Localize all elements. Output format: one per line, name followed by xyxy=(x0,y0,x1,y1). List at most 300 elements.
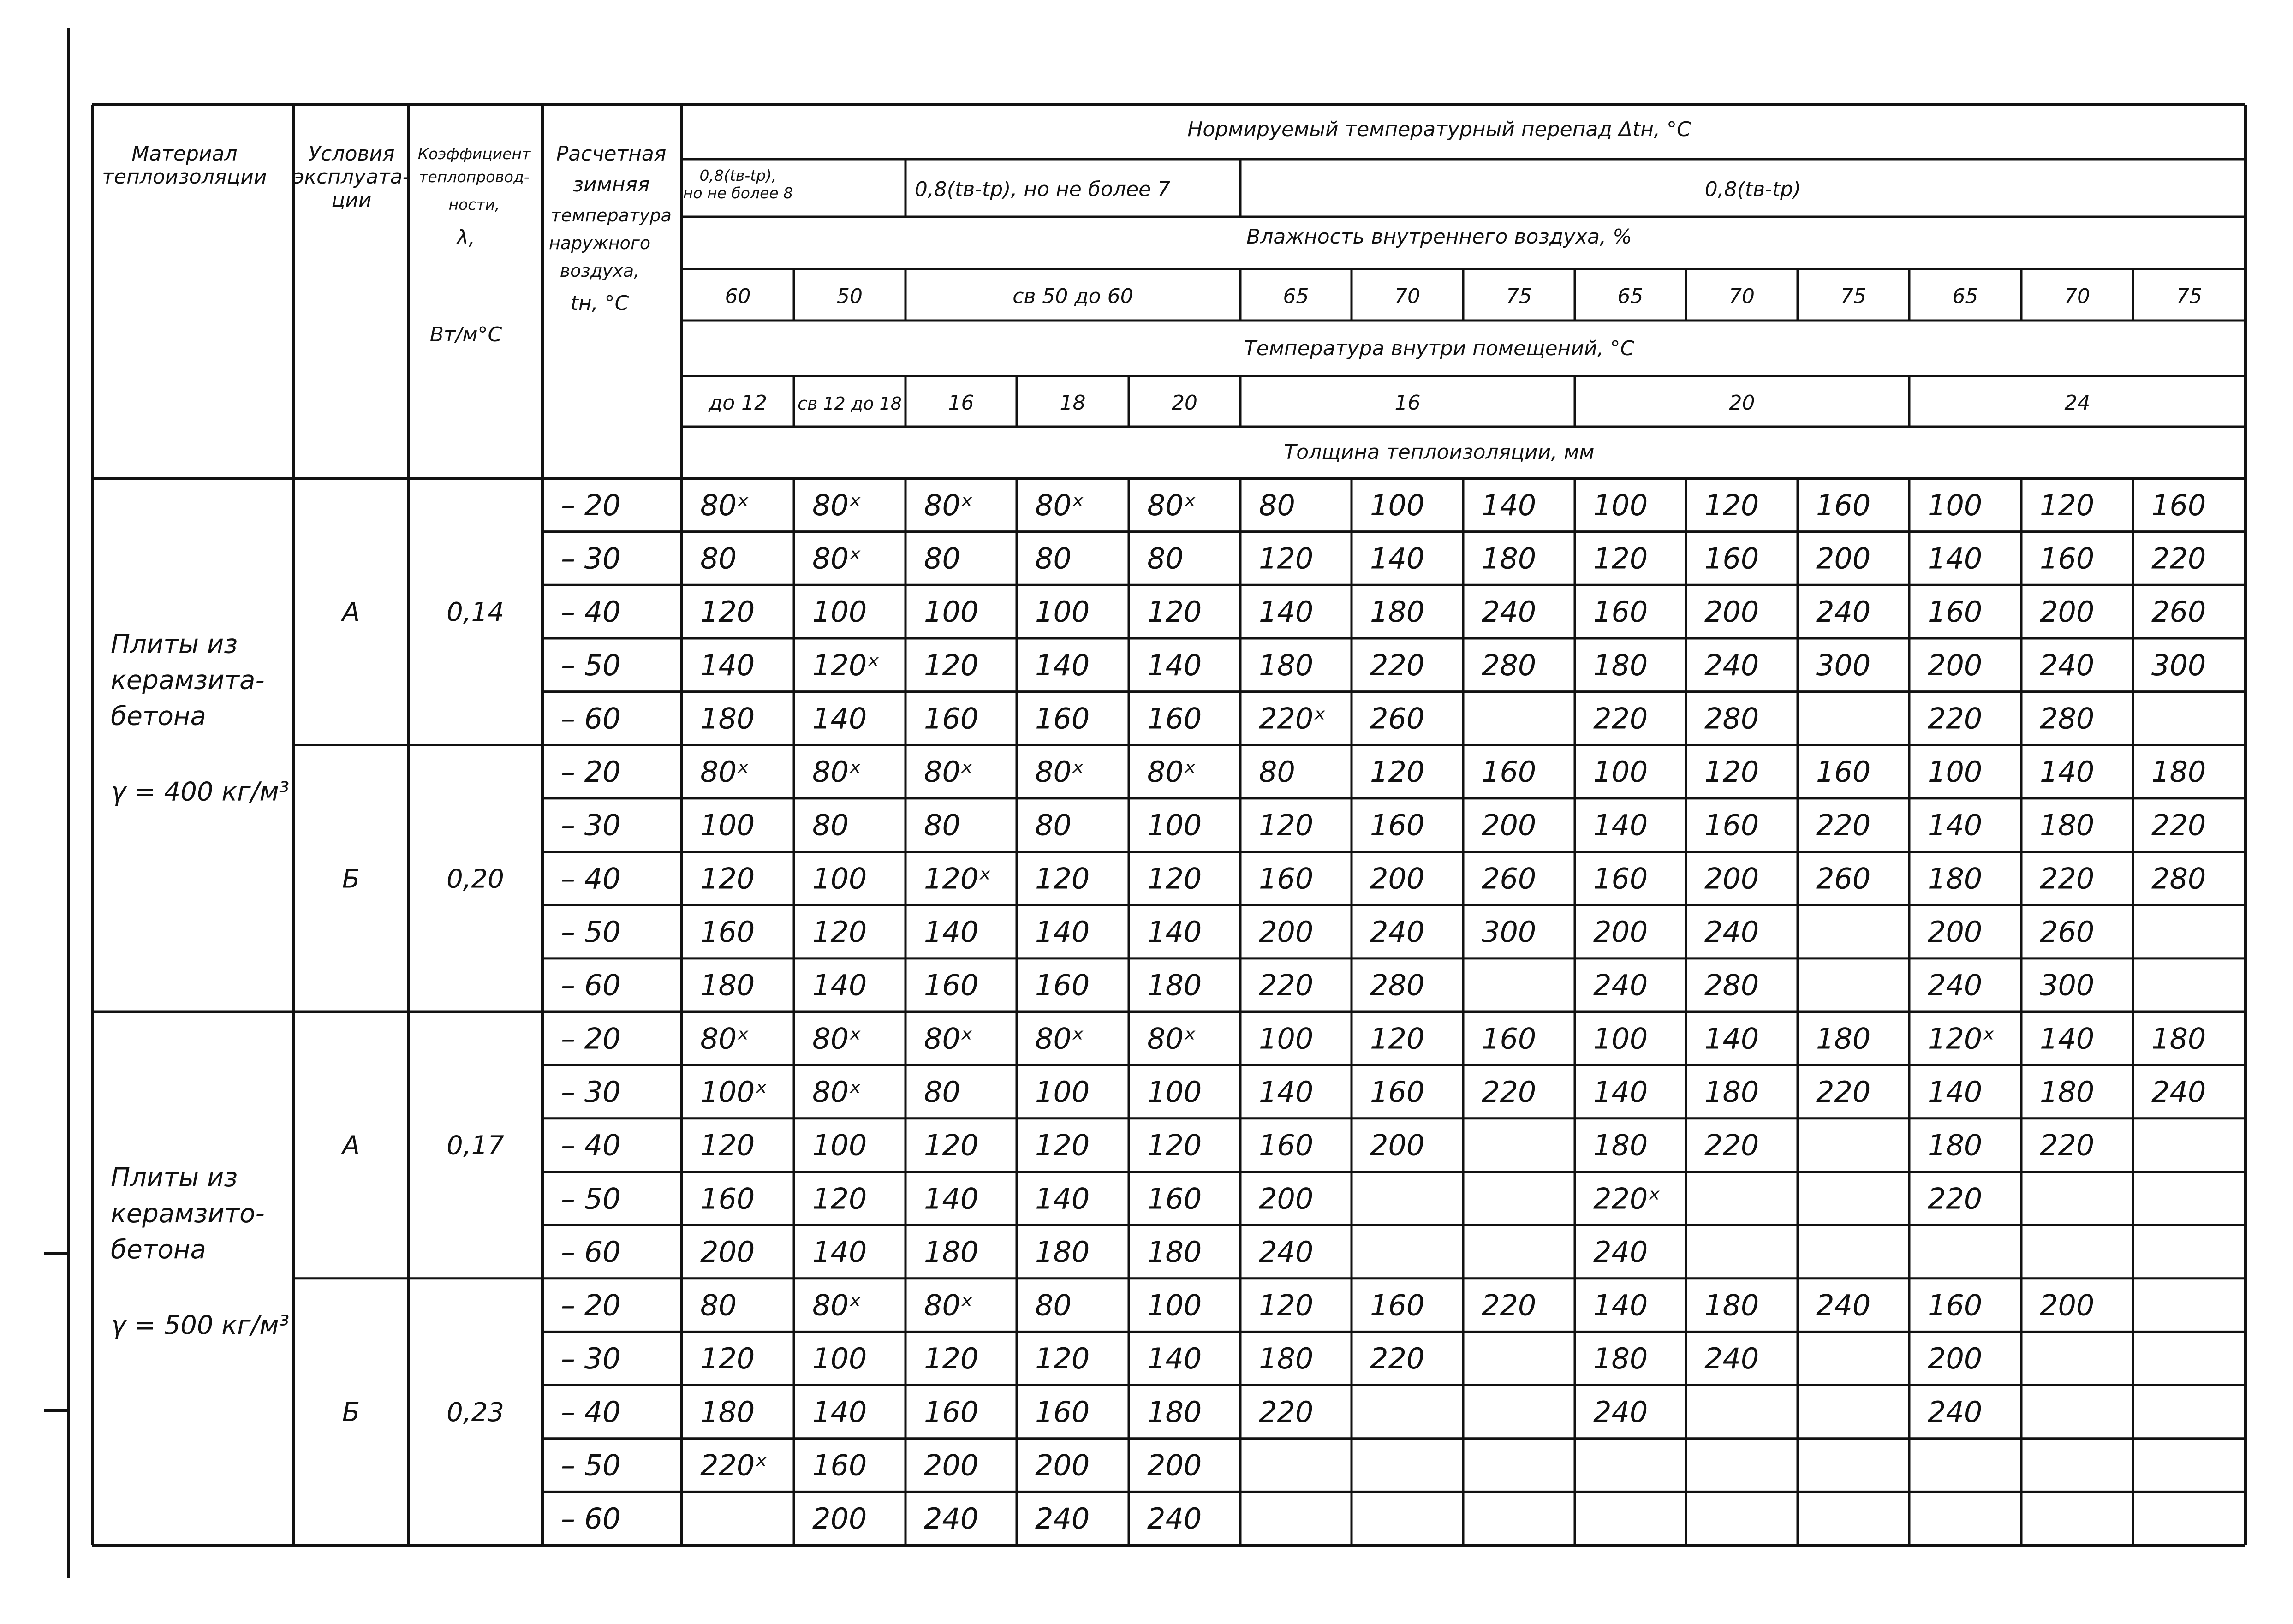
thickness-cell: 260 xyxy=(2040,915,2095,949)
thickness-cell: 80 xyxy=(1035,541,1072,576)
thickness-cell: 200 xyxy=(1259,1182,1314,1216)
thickness-cell: 220 xyxy=(1259,968,1314,1002)
lambda-value: 0,14 xyxy=(447,597,504,628)
thickness-cell: 180 xyxy=(2151,1022,2206,1056)
thickness-cell: 180 xyxy=(2040,1075,2095,1109)
thickness-cell: 220 xyxy=(2151,541,2206,576)
thickness-cell: 200 xyxy=(2040,1288,2095,1322)
thickness-cell: 80ˣ xyxy=(812,1022,862,1056)
thickness-cell: 180 xyxy=(1816,1022,1871,1056)
thickness-cell: 120 xyxy=(1147,1128,1202,1162)
thickness-cell: 80ˣ xyxy=(812,541,862,576)
thickness-cell: 120 xyxy=(1704,755,1759,789)
thickness-cell: 220 xyxy=(1482,1288,1537,1322)
material-label: Плиты из xyxy=(111,629,238,660)
thickness-cell: 200 xyxy=(1482,808,1537,842)
inner-temp-value: до 12 xyxy=(708,391,768,415)
thickness-cell: 180 xyxy=(700,1395,755,1429)
thickness-cell: 140 xyxy=(2040,755,2095,789)
thickness-cell: 140 xyxy=(1035,915,1090,949)
thickness-cell: 80ˣ xyxy=(700,488,750,522)
header-coef-3: ности, xyxy=(448,196,500,214)
thickness-cell: 180 xyxy=(1593,1128,1648,1162)
thickness-cell: 140 xyxy=(924,915,979,949)
outdoor-temp-cell: – 20 xyxy=(561,755,621,789)
thickness-cell: 100 xyxy=(812,1128,867,1162)
outdoor-temp-cell: – 20 xyxy=(561,1288,621,1322)
header-thickness: Толщина теплоизоляции, мм xyxy=(1284,440,1595,464)
thickness-cell: 200 xyxy=(1035,1448,1090,1482)
inner-temp-value: 16 xyxy=(1394,391,1421,415)
thickness-cell: 160 xyxy=(1370,1075,1425,1109)
thickness-cell: 120 xyxy=(700,862,755,896)
thickness-cell: 160 xyxy=(1370,1288,1425,1322)
inner-temp-value: 20 xyxy=(1729,391,1755,415)
thickness-cell: 120 xyxy=(1147,595,1202,629)
thickness-cell: 120 xyxy=(2040,488,2095,522)
thickness-cell: 160 xyxy=(1704,808,1759,842)
thickness-cell: 180 xyxy=(1593,1342,1648,1376)
outdoor-temp-cell: – 20 xyxy=(561,1022,621,1056)
thickness-cell: 140 xyxy=(1928,1075,1983,1109)
thickness-cell: 160 xyxy=(924,968,979,1002)
thickness-cell: 80 xyxy=(1035,808,1072,842)
thickness-cell: 160 xyxy=(1370,808,1425,842)
thickness-cell: 240 xyxy=(1370,915,1425,949)
thickness-cell: 80ˣ xyxy=(924,488,973,522)
thickness-cell: 240 xyxy=(1259,1235,1314,1269)
thickness-cell: 80ˣ xyxy=(812,1288,862,1322)
humidity-value: 75 xyxy=(1840,285,1866,308)
thickness-cell: 80ˣ xyxy=(1147,1022,1197,1056)
thickness-cell: 300 xyxy=(2151,648,2206,682)
thickness-cell: 120 xyxy=(924,1342,979,1376)
thickness-cell: 200 xyxy=(700,1235,755,1269)
thickness-cell: 280 xyxy=(2151,862,2206,896)
thickness-cell: 140 xyxy=(700,648,755,682)
thickness-cell: 80 xyxy=(812,808,849,842)
thickness-cell: 120 xyxy=(812,915,867,949)
thickness-cell: 80ˣ xyxy=(812,488,862,522)
thickness-cell: 300 xyxy=(1482,915,1537,949)
thickness-cell: 140 xyxy=(1035,648,1090,682)
outdoor-temp-cell: – 50 xyxy=(561,1448,621,1482)
header-coef-4: λ, xyxy=(456,226,476,250)
inner-temp-value: 20 xyxy=(1172,391,1197,415)
material-label: Плиты из xyxy=(111,1162,238,1193)
thickness-cell: 160 xyxy=(1593,862,1648,896)
thickness-cell: 300 xyxy=(1816,648,1871,682)
thickness-cell: 120ˣ xyxy=(1928,1022,1995,1056)
thickness-cell: 80ˣ xyxy=(1035,488,1084,522)
thickness-cell: 200 xyxy=(1259,915,1314,949)
inner-temp-value: 18 xyxy=(1060,391,1086,415)
thickness-cell: 200 xyxy=(1370,1128,1425,1162)
thickness-cell: 260 xyxy=(2151,595,2206,629)
thickness-cell: 80ˣ xyxy=(812,755,862,789)
thickness-cell: 300 xyxy=(2040,968,2095,1002)
thickness-cell: 160 xyxy=(2040,541,2095,576)
thickness-cell: 100 xyxy=(1035,1075,1090,1109)
header-conditions-3: ции xyxy=(331,188,372,212)
thickness-cell: 100 xyxy=(1370,488,1425,522)
header-coef-5: Вт/м°С xyxy=(429,323,502,346)
material-label: керамзито- xyxy=(111,1198,265,1229)
humidity-value: 70 xyxy=(1394,285,1420,308)
thickness-cell: 160 xyxy=(2151,488,2206,522)
thickness-cell: 80ˣ xyxy=(700,1022,750,1056)
thickness-cell: 160 xyxy=(1147,1182,1202,1216)
thickness-cell: 80 xyxy=(1259,488,1295,522)
thickness-cell: 240 xyxy=(1593,968,1648,1002)
outdoor-temp-cell: – 60 xyxy=(561,1502,621,1536)
header-humidity: Влажность внутреннего воздуха, % xyxy=(1246,225,1632,249)
thickness-cell: 260 xyxy=(1370,702,1425,736)
thickness-cell: 240 xyxy=(1816,1288,1871,1322)
header-temp-3: температура xyxy=(551,205,672,226)
humidity-value: св 50 до 60 xyxy=(1012,285,1133,308)
header-temp-1: Расчетная xyxy=(556,142,667,166)
header-coef-1: Коэффициент xyxy=(417,145,531,163)
outdoor-temp-cell: – 60 xyxy=(561,968,621,1002)
thickness-cell: 180 xyxy=(1147,968,1202,1002)
thickness-cell: 280 xyxy=(1482,648,1537,682)
thickness-cell: 240 xyxy=(1035,1502,1090,1536)
header-drop3: 0,8(tв-tр) xyxy=(1704,178,1801,201)
thickness-cell: 120 xyxy=(1147,862,1202,896)
header-norm: Нормируемый температурный перепад Δtн, °С xyxy=(1187,118,1691,141)
thickness-cell: 160 xyxy=(812,1448,867,1482)
thickness-cell: 140 xyxy=(1147,915,1202,949)
thickness-cell: 100 xyxy=(1147,1288,1202,1322)
thickness-cell: 160 xyxy=(1035,1395,1090,1429)
thickness-cell: 100 xyxy=(812,595,867,629)
thickness-cell: 200 xyxy=(924,1448,979,1482)
thickness-cell: 200 xyxy=(1704,595,1759,629)
humidity-value: 60 xyxy=(725,285,751,308)
humidity-value: 65 xyxy=(1617,285,1644,308)
thickness-cell: 240 xyxy=(924,1502,979,1536)
thickness-cell: 120 xyxy=(924,1128,979,1162)
thickness-cell: 180 xyxy=(924,1235,979,1269)
header-temp-6: tн, °С xyxy=(570,291,629,315)
thickness-cell: 100 xyxy=(1593,488,1648,522)
thickness-cell: 120 xyxy=(1035,1128,1090,1162)
thickness-cell: 180 xyxy=(1928,1128,1983,1162)
header-drop1-a: 0,8(tв-tр), xyxy=(699,167,777,184)
outdoor-temp-cell: – 40 xyxy=(561,1395,621,1429)
thickness-cell: 100 xyxy=(924,595,979,629)
thickness-cell: 100 xyxy=(1147,808,1202,842)
lambda-value: 0,20 xyxy=(447,864,504,894)
header-inner-temp: Температура внутри помещений, °С xyxy=(1244,337,1635,360)
thickness-cell: 280 xyxy=(2040,702,2095,736)
thickness-cell: 180 xyxy=(1593,648,1648,682)
thickness-cell: 160 xyxy=(924,1395,979,1429)
outdoor-temp-cell: – 50 xyxy=(561,648,621,682)
outdoor-temp-cell: – 40 xyxy=(561,595,621,629)
thickness-cell: 120 xyxy=(700,595,755,629)
thickness-cell: 220 xyxy=(1482,1075,1537,1109)
thickness-cell: 200 xyxy=(1147,1448,1202,1482)
outdoor-temp-cell: – 60 xyxy=(561,1235,621,1269)
lambda-value: 0,23 xyxy=(447,1397,504,1428)
header-material-2: теплоизоляции xyxy=(102,165,267,189)
thickness-cell: 140 xyxy=(1370,541,1425,576)
thickness-cell: 200 xyxy=(1928,915,1983,949)
thickness-cell: 80 xyxy=(924,541,960,576)
thickness-cell: 100 xyxy=(1928,488,1983,522)
thickness-cell: 240 xyxy=(1704,1342,1759,1376)
thickness-cell: 120 xyxy=(1704,488,1759,522)
thickness-cell: 120 xyxy=(1259,808,1314,842)
thickness-cell: 140 xyxy=(924,1182,979,1216)
header-coef-2: теплопровод- xyxy=(419,168,530,186)
thickness-cell: 160 xyxy=(1482,1022,1537,1056)
thickness-cell: 80ˣ xyxy=(924,755,973,789)
thickness-cell: 80ˣ xyxy=(1035,755,1084,789)
humidity-value: 70 xyxy=(2064,285,2090,308)
thickness-cell: 140 xyxy=(1147,1342,1202,1376)
thickness-cell: 160 xyxy=(924,702,979,736)
thickness-cell: 220 xyxy=(1704,1128,1759,1162)
thickness-cell: 240 xyxy=(1593,1235,1648,1269)
outdoor-temp-cell: – 30 xyxy=(561,808,621,842)
thickness-cell: 120 xyxy=(1370,755,1425,789)
thickness-cell: 160 xyxy=(1704,541,1759,576)
thickness-cell: 140 xyxy=(1147,648,1202,682)
condition-label: А xyxy=(342,1130,360,1161)
thickness-cell: 80 xyxy=(924,1075,960,1109)
thickness-cell: 100 xyxy=(700,808,755,842)
thickness-cell: 180 xyxy=(700,968,755,1002)
thickness-cell: 120ˣ xyxy=(812,648,880,682)
thickness-cell: 80ˣ xyxy=(924,1288,973,1322)
header-temp-5: воздуха, xyxy=(560,261,640,281)
material-label: бетона xyxy=(111,1234,206,1265)
thickness-cell: 220ˣ xyxy=(700,1448,768,1482)
thickness-cell: 140 xyxy=(1035,1182,1090,1216)
density-label: γ = 500 кг/м³ xyxy=(111,1310,290,1340)
thickness-cell: 180 xyxy=(1482,541,1537,576)
outdoor-temp-cell: – 60 xyxy=(561,702,621,736)
thickness-cell: 220ˣ xyxy=(1259,702,1326,736)
thickness-cell: 220 xyxy=(1370,648,1425,682)
thickness-cell: 140 xyxy=(1928,808,1983,842)
thickness-cell: 140 xyxy=(1593,1075,1648,1109)
thickness-cell: 220 xyxy=(2151,808,2206,842)
thickness-cell: 160 xyxy=(700,915,755,949)
thickness-cell: 120 xyxy=(1370,1022,1425,1056)
thickness-cell: 280 xyxy=(1704,702,1759,736)
thickness-cell: 160 xyxy=(1259,862,1314,896)
thickness-cell: 160 xyxy=(1035,702,1090,736)
thickness-cell: 200 xyxy=(1593,915,1648,949)
thickness-cell: 140 xyxy=(812,1395,867,1429)
thickness-cell: 100 xyxy=(812,1342,867,1376)
thickness-cell: 180 xyxy=(1704,1075,1759,1109)
thickness-cell: 100 xyxy=(1259,1022,1314,1056)
thickness-cell: 120 xyxy=(924,648,979,682)
material-label: бетона xyxy=(111,701,206,732)
thickness-cell: 180 xyxy=(1259,648,1314,682)
thickness-cell: 200 xyxy=(2040,595,2095,629)
density-label: γ = 400 кг/м³ xyxy=(111,777,290,807)
thickness-cell: 80ˣ xyxy=(812,1075,862,1109)
thickness-cell: 120 xyxy=(700,1128,755,1162)
thickness-cell: 100 xyxy=(1593,1022,1648,1056)
outdoor-temp-cell: – 50 xyxy=(561,1182,621,1216)
thickness-cell: 80ˣ xyxy=(1147,488,1197,522)
thickness-cell: 80 xyxy=(700,541,737,576)
thickness-cell: 220 xyxy=(1816,1075,1871,1109)
thickness-cell: 220 xyxy=(2040,862,2095,896)
thickness-cell: 120 xyxy=(1259,1288,1314,1322)
inner-temp-value: 24 xyxy=(2064,391,2091,415)
thickness-cell: 180 xyxy=(2040,808,2095,842)
thickness-cell: 140 xyxy=(812,1235,867,1269)
thickness-cell: 280 xyxy=(1704,968,1759,1002)
thickness-cell: 160 xyxy=(1928,595,1983,629)
thickness-cell: 100ˣ xyxy=(700,1075,768,1109)
thickness-cell: 140 xyxy=(812,968,867,1002)
thickness-cell: 100 xyxy=(1035,595,1090,629)
material-label: керамзита- xyxy=(111,665,265,696)
thickness-cell: 240 xyxy=(1704,915,1759,949)
thickness-cell: 80ˣ xyxy=(700,755,750,789)
thickness-cell: 180 xyxy=(1035,1235,1090,1269)
outdoor-temp-cell: – 20 xyxy=(561,488,621,522)
thickness-cell: 180 xyxy=(1370,595,1425,629)
thickness-cell: 120 xyxy=(700,1342,755,1376)
thickness-cell: 240 xyxy=(1147,1502,1202,1536)
thickness-cell: 140 xyxy=(812,702,867,736)
thickness-cell: 100 xyxy=(1593,755,1648,789)
thickness-cell: 200 xyxy=(1928,648,1983,682)
thickness-cell: 100 xyxy=(1928,755,1983,789)
thickness-cell: 140 xyxy=(1259,1075,1314,1109)
thickness-cell: 160 xyxy=(1816,755,1871,789)
humidity-value: 65 xyxy=(1952,285,1978,308)
thickness-cell: 260 xyxy=(1816,862,1871,896)
inner-temp-value: 16 xyxy=(948,391,974,415)
thickness-cell: 260 xyxy=(1482,862,1537,896)
header-drop2: 0,8(tв-tр), но не более 7 xyxy=(914,178,1171,201)
thickness-cell: 220 xyxy=(1593,702,1648,736)
thickness-cell: 180 xyxy=(1704,1288,1759,1322)
thickness-cell: 240 xyxy=(2151,1075,2206,1109)
thickness-cell: 180 xyxy=(700,702,755,736)
thickness-cell: 240 xyxy=(1816,595,1871,629)
header-material-1: Материал xyxy=(131,142,238,166)
inner-temp-value: св 12 до 18 xyxy=(798,393,902,414)
thickness-cell: 80 xyxy=(700,1288,737,1322)
thickness-cell: 80 xyxy=(1035,1288,1072,1322)
thickness-cell: 240 xyxy=(1704,648,1759,682)
thickness-cell: 160 xyxy=(1035,968,1090,1002)
thickness-cell: 160 xyxy=(700,1182,755,1216)
thickness-cell: 240 xyxy=(1482,595,1537,629)
thickness-cell: 180 xyxy=(1147,1395,1202,1429)
thickness-cell: 140 xyxy=(2040,1022,2095,1056)
condition-label: А xyxy=(342,597,360,628)
thickness-cell: 200 xyxy=(1816,541,1871,576)
condition-label: Б xyxy=(342,864,360,894)
thickness-cell: 180 xyxy=(1259,1342,1314,1376)
thickness-cell: 100 xyxy=(812,862,867,896)
thickness-cell: 140 xyxy=(1259,595,1314,629)
thickness-cell: 220 xyxy=(1259,1395,1314,1429)
thickness-cell: 160 xyxy=(1816,488,1871,522)
lambda-value: 0,17 xyxy=(447,1130,504,1161)
thickness-cell: 160 xyxy=(1482,755,1537,789)
outdoor-temp-cell: – 30 xyxy=(561,1075,621,1109)
header-conditions-2: эксплуата- xyxy=(293,165,410,189)
thickness-cell: 160 xyxy=(1593,595,1648,629)
inner-temp-values-row xyxy=(708,391,2091,415)
thickness-cell: 240 xyxy=(1593,1395,1648,1429)
humidity-value: 65 xyxy=(1283,285,1309,308)
thickness-cell: 220ˣ xyxy=(1593,1182,1661,1216)
thickness-cell: 100 xyxy=(1147,1075,1202,1109)
thickness-cell: 180 xyxy=(1147,1235,1202,1269)
humidity-value: 75 xyxy=(2176,285,2202,308)
thickness-cell: 80 xyxy=(924,808,960,842)
thickness-cell: 120 xyxy=(1035,1342,1090,1376)
humidity-value: 75 xyxy=(1506,285,1532,308)
header-conditions-1: Условия xyxy=(308,142,395,166)
thickness-cell: 240 xyxy=(1928,1395,1983,1429)
thickness-cell: 160 xyxy=(1928,1288,1983,1322)
thickness-cell: 200 xyxy=(1704,862,1759,896)
thickness-cell: 280 xyxy=(1370,968,1425,1002)
thickness-cell: 200 xyxy=(1928,1342,1983,1376)
thickness-cell: 140 xyxy=(1593,808,1648,842)
humidity-value: 50 xyxy=(837,285,863,308)
thickness-cell: 200 xyxy=(1370,862,1425,896)
thickness-cell: 80ˣ xyxy=(1035,1022,1084,1056)
thickness-cell: 160 xyxy=(1259,1128,1314,1162)
thickness-cell: 220 xyxy=(1816,808,1871,842)
thickness-cell: 120 xyxy=(1593,541,1648,576)
thickness-cell: 220 xyxy=(1370,1342,1425,1376)
outdoor-temp-cell: – 30 xyxy=(561,1342,621,1376)
header-temp-2: зимняя xyxy=(572,173,650,196)
thickness-cell: 140 xyxy=(1593,1288,1648,1322)
thickness-cell: 120 xyxy=(1259,541,1314,576)
thickness-cell: 240 xyxy=(1928,968,1983,1002)
thickness-cell: 180 xyxy=(2151,755,2206,789)
thickness-cell: 80 xyxy=(1147,541,1184,576)
thickness-cell: 80 xyxy=(1259,755,1295,789)
outdoor-temp-cell: – 40 xyxy=(561,862,621,896)
outdoor-temp-cell: – 50 xyxy=(561,915,621,949)
thickness-cell: 80ˣ xyxy=(924,1022,973,1056)
outdoor-temp-cell: – 40 xyxy=(561,1128,621,1162)
header-temp-4: наружного xyxy=(548,233,651,253)
thickness-cell: 220 xyxy=(2040,1128,2095,1162)
thickness-cell: 140 xyxy=(1482,488,1537,522)
thickness-cell: 220 xyxy=(1928,1182,1983,1216)
condition-label: Б xyxy=(342,1397,360,1428)
header-drop1-b: но не более 8 xyxy=(683,184,793,202)
thickness-cell: 140 xyxy=(1704,1022,1759,1056)
thickness-cell: 220 xyxy=(1928,702,1983,736)
thickness-cell: 120ˣ xyxy=(924,862,991,896)
thickness-cell: 160 xyxy=(1147,702,1202,736)
thickness-cell: 240 xyxy=(2040,648,2095,682)
thickness-cell: 120 xyxy=(812,1182,867,1216)
